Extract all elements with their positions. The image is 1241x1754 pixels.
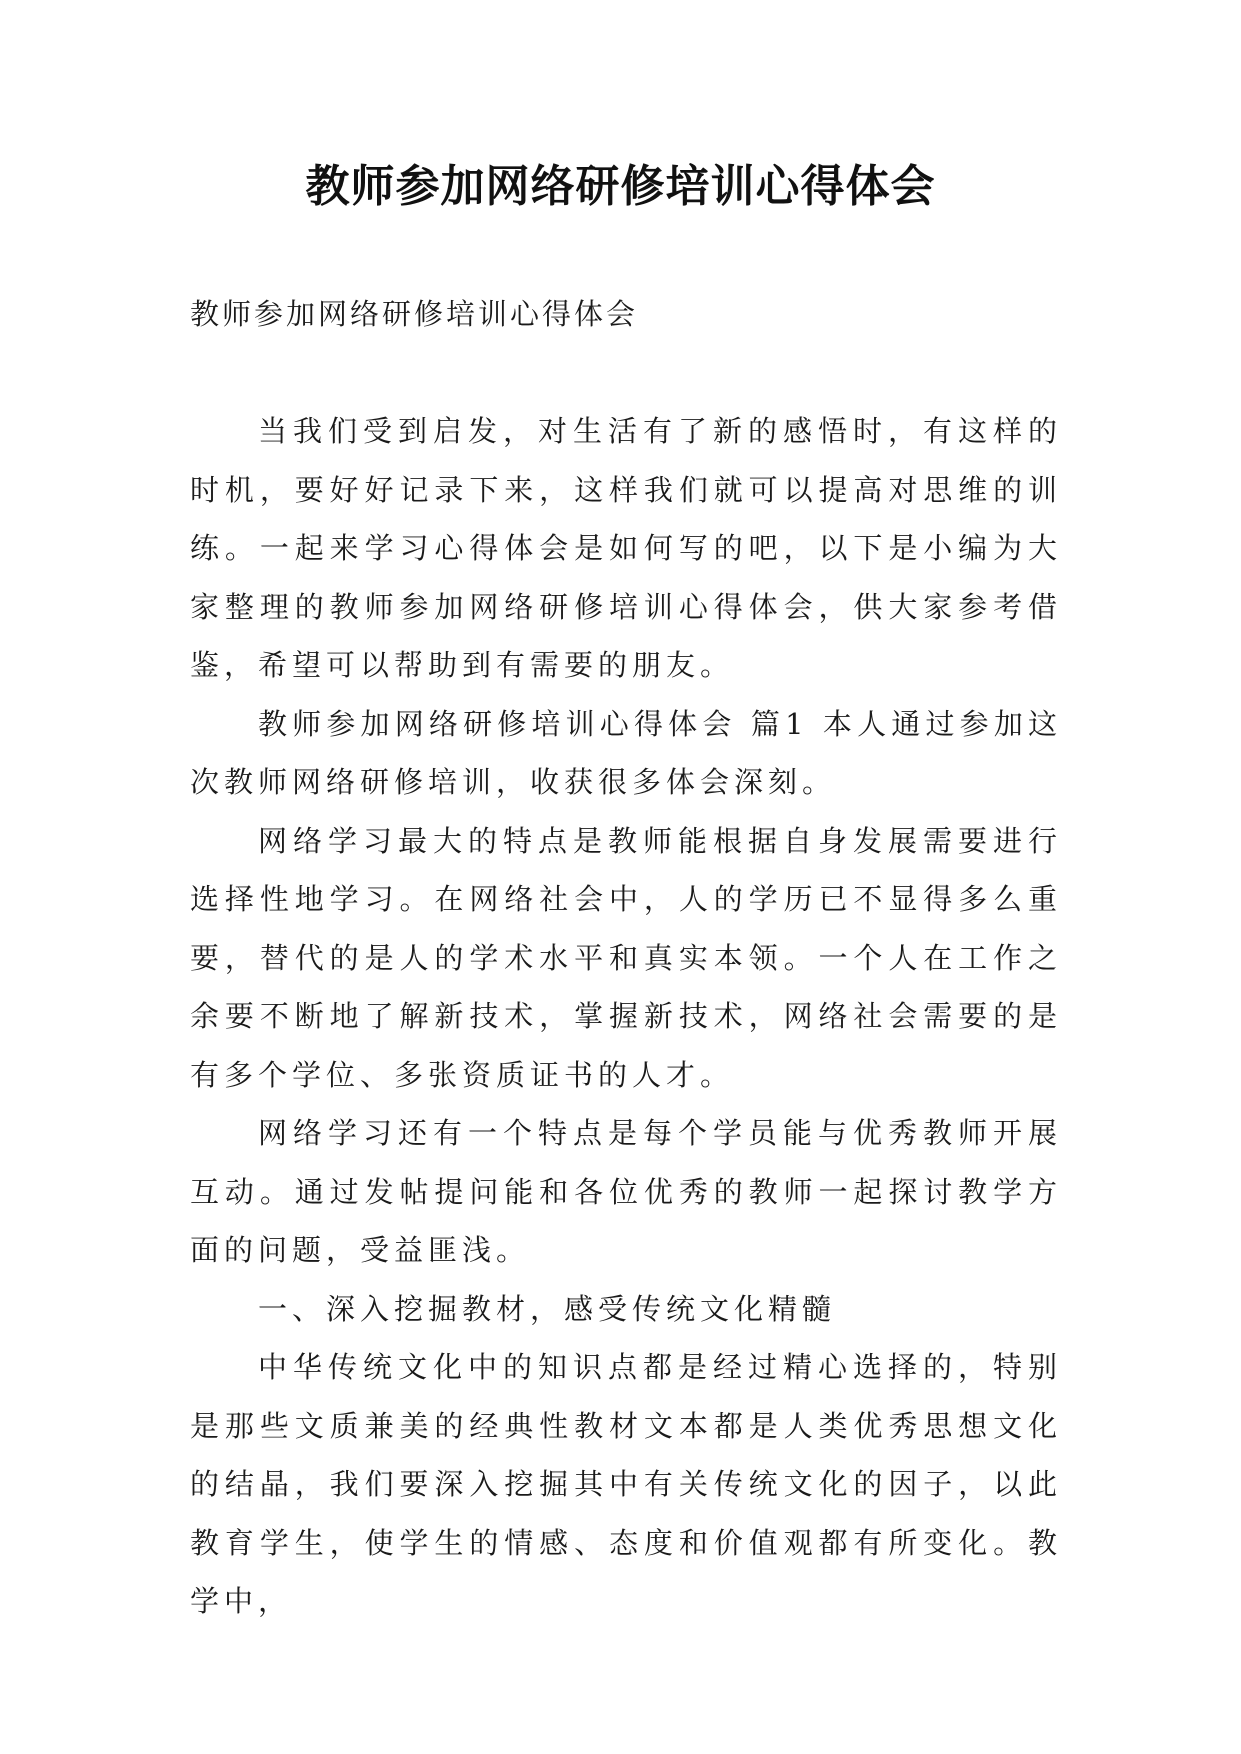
section-heading: 一、深入挖掘教材，感受传统文化精髓 bbox=[258, 1291, 837, 1326]
document-subtitle: 教师参加网络研修培训心得体会 bbox=[190, 297, 639, 331]
paragraph-culture: 中华传统文化中的知识点都是经过精心选择的，特别是那些文质兼美的经典性教材文本都是人类优秀思想文化的结晶，我们要深入挖掘其中有关传统文化的因子，以此教育学生，使学生的情感、态度和价值观都有所变化。教学中， bbox=[190, 1350, 1062, 1618]
paragraph-intro: 当我们受到启发，对生活有了新的感悟时，有这样的时机，要好好记录下来，这样我们就可以提高对思维的训练。一起来学习心得体会是如何写的吧，以下是小编为大家整理的教师参加网络研修培训心得体会，供大家参考借鉴，希望可以帮助到有需要的朋友。 bbox=[190, 414, 1062, 682]
document-body bbox=[190, 402, 1062, 1631]
paragraph-feature-1: 网络学习最大的特点是教师能根据自身发展需要进行选择性地学习。在网络社会中，人的学历已不显得多么重要，替代的是人的学术水平和真实本领。一个人在工作之余要不断地了解新技术，掌握新技术，网络社会需要的是有多个学位、多张资质证书的人才。 bbox=[190, 823, 1062, 1092]
paragraph-part-1: 教师参加网络研修培训心得体会 篇1 本人通过参加这次教师网络研修培训，收获很多体会深刻。 bbox=[190, 706, 1062, 799]
paragraph-feature-2: 网络学习还有一个特点是每个学员能与优秀教师开展互动。通过发帖提问能和各位优秀的教师一起探讨教学方面的问题，受益匪浅。 bbox=[190, 1116, 1062, 1267]
document-title: 教师参加网络研修培训心得体会 bbox=[305, 161, 936, 212]
